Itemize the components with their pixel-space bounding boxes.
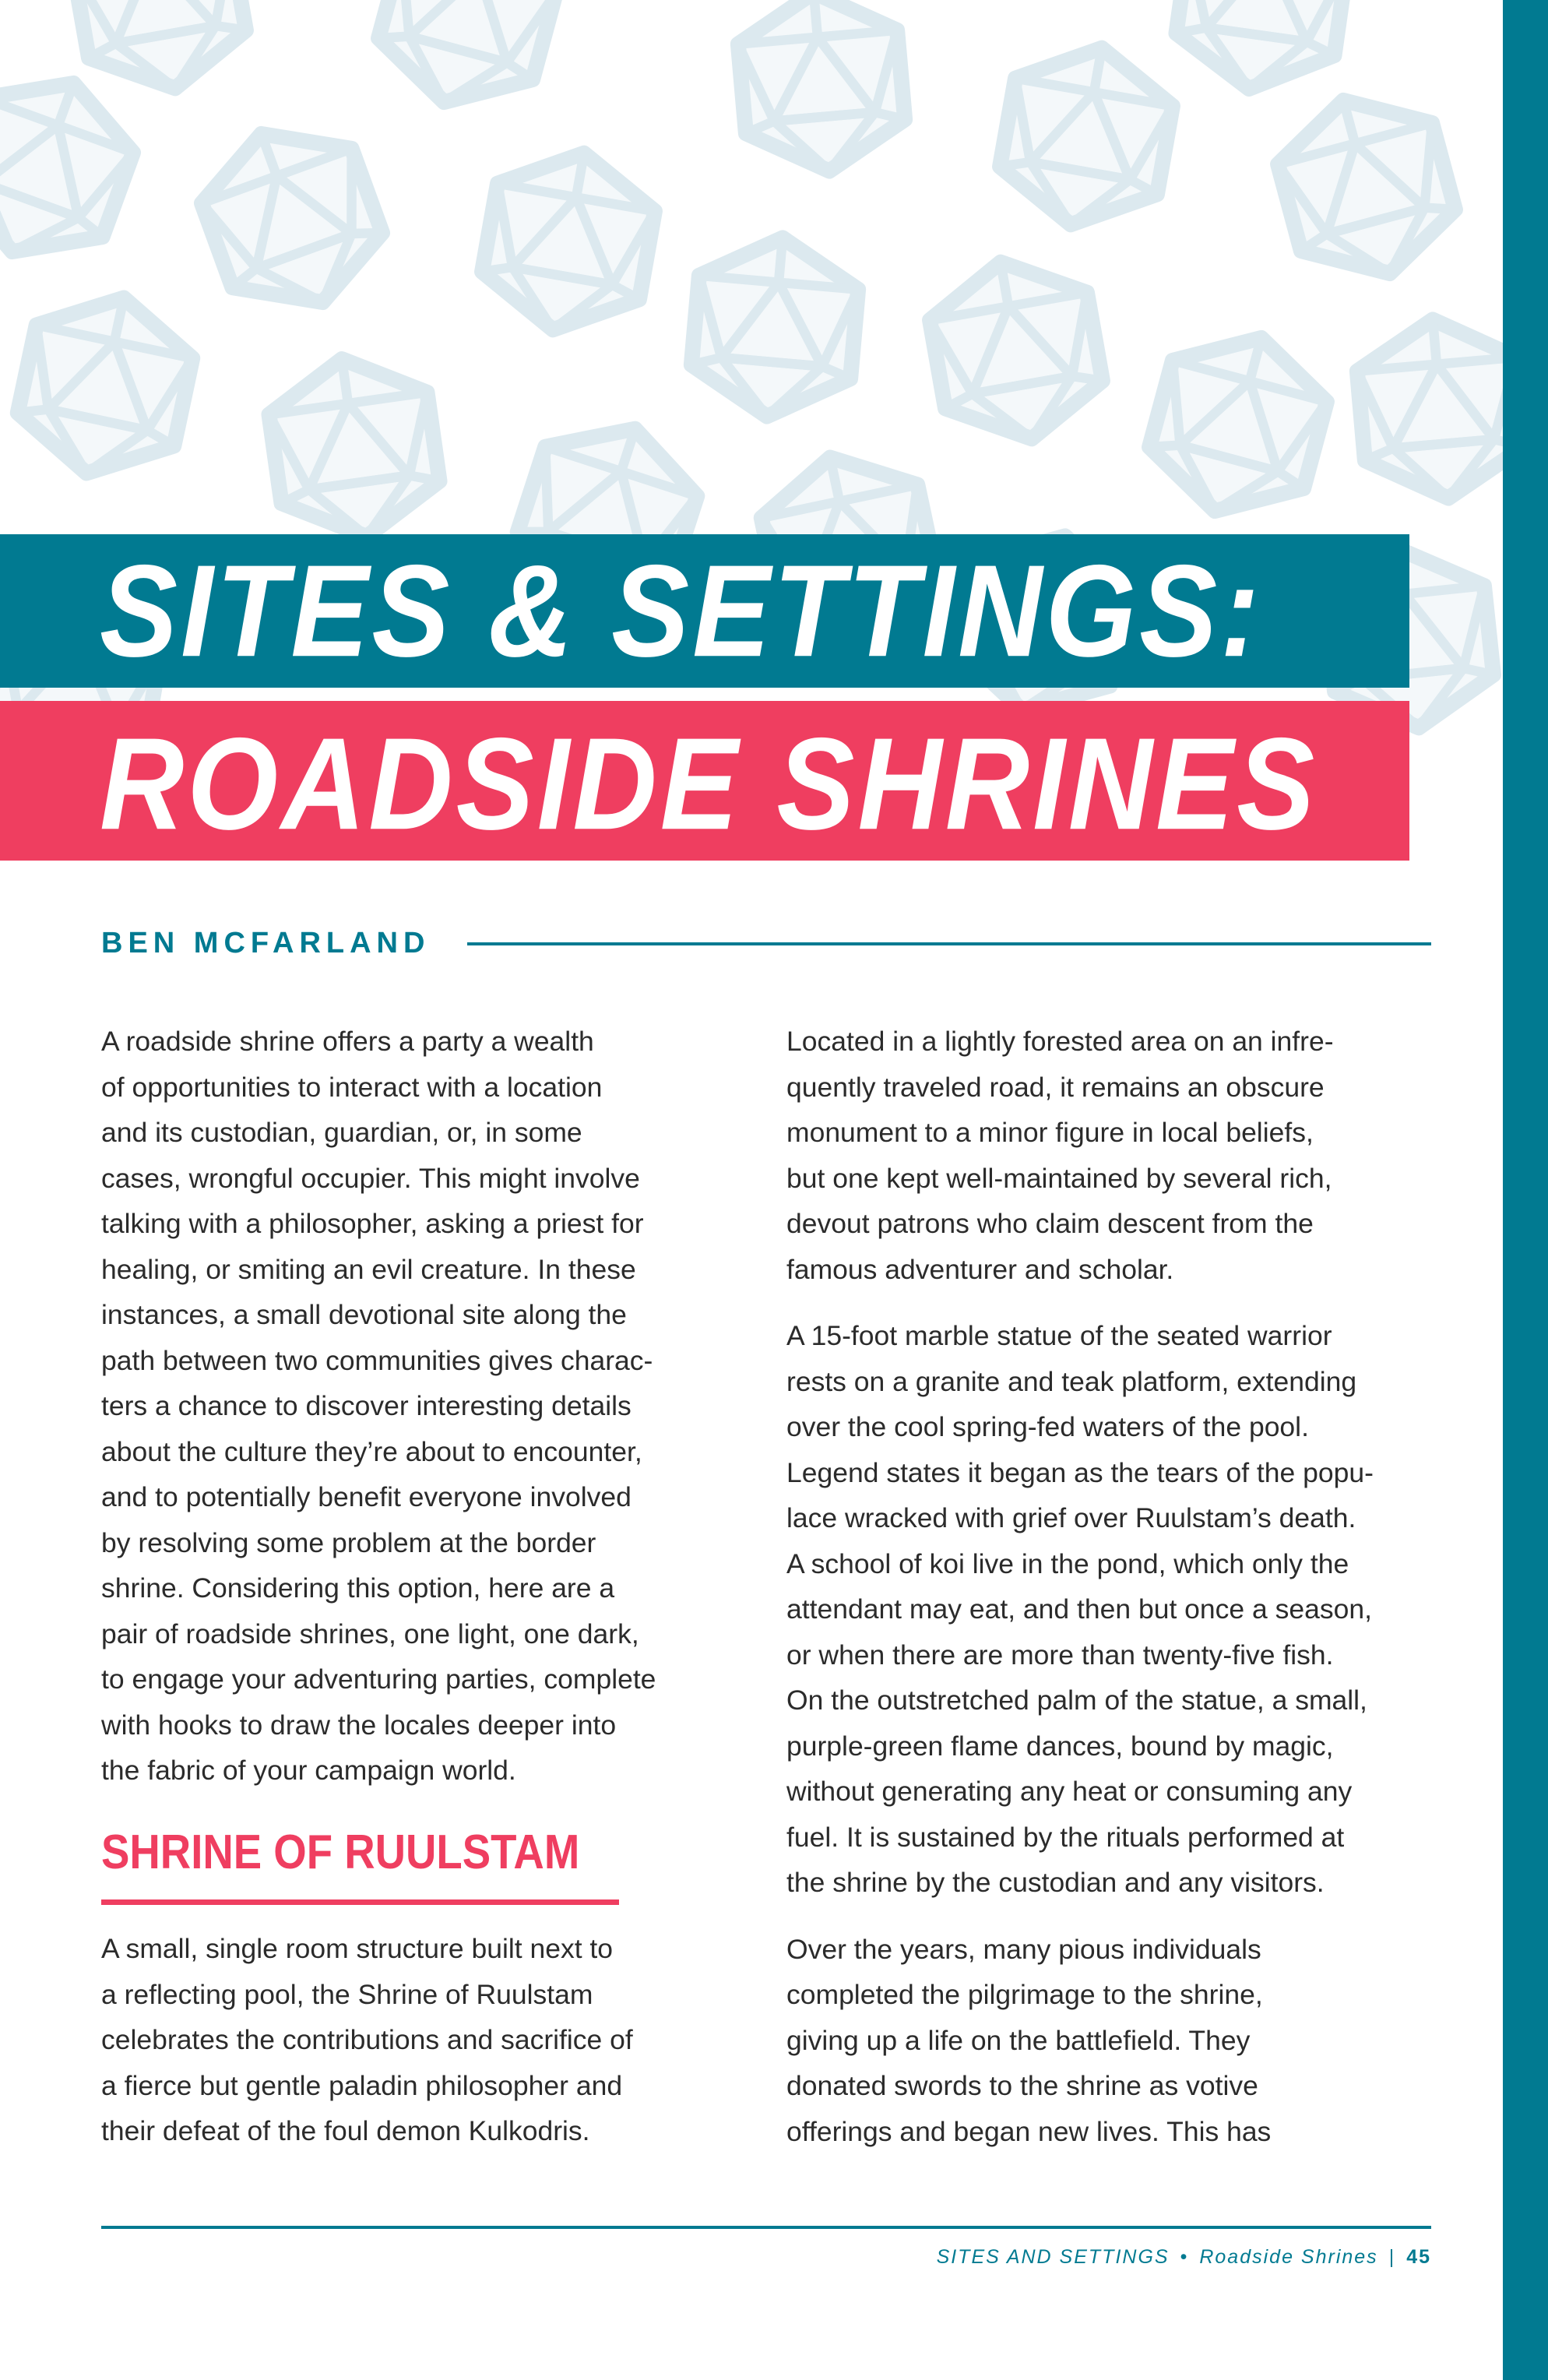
d20-die-icon: [0, 56, 149, 279]
text-line: monument to a minor figure in local beliefs,: [786, 1117, 1314, 1148]
d20-die-icon: [9, 281, 202, 490]
text-line: of opportunities to interact with a location: [101, 1071, 603, 1103]
d20-die-icon: [65, 0, 254, 102]
text-line: attendant may eat, and then but once a season,: [786, 1593, 1372, 1625]
d20-die-icon: [688, 231, 862, 424]
paragraph: [101, 1019, 748, 1794]
text-line: with hooks to draw the locales deeper into: [101, 1709, 617, 1741]
text-line: shrine. Considering this option, here are a: [101, 1572, 615, 1604]
title-line-1: SITES & SETTINGS:: [100, 537, 1263, 685]
text-line: completed the pilgrimage to the shrine,: [786, 1979, 1263, 2010]
text-line: cases, wrongful occupier. This might involve: [101, 1162, 640, 1194]
text-line: a reflecting pool, the Shrine of Ruulstam: [101, 1978, 593, 2010]
text-line: over the cool spring-fed waters of the pool.: [786, 1411, 1309, 1442]
text-line: or when there are more than twenty-five fish.: [786, 1639, 1334, 1671]
text-line: a fierce but gentle paladin philosopher and: [101, 2069, 623, 2101]
text-line: celebrates the contributions and sacrifice of: [101, 2024, 633, 2055]
text-line: their defeat of the foul demon Kulkodris.: [101, 2115, 590, 2146]
footer-divider: |: [1388, 2246, 1396, 2268]
title-band-teal: [0, 534, 1409, 688]
text-line: the shrine by the custodian and any visitors.: [786, 1867, 1325, 1898]
text-line: Legend states it began as the tears of the popu-: [786, 1456, 1374, 1488]
d20-die-icon: [262, 348, 445, 547]
text-line: healing, or smiting an evil creature. In these: [101, 1253, 636, 1285]
d20-die-icon: [1138, 317, 1339, 531]
author-rule: [467, 942, 1431, 945]
text-line: ters a chance to discover interesting details: [101, 1390, 632, 1421]
text-line: Over the years, many pious individuals: [786, 1933, 1261, 1965]
title-line-2: ROADSIDE SHRINES: [100, 709, 1318, 857]
text-line: On the outstretched palm of the statue, a small,: [786, 1685, 1367, 1716]
text-line: quently traveled road, it remains an obscure: [786, 1071, 1325, 1103]
text-line: by resolving some problem at the border: [101, 1526, 596, 1558]
text-line: pair of roadside shrines, one light, one dark,: [101, 1618, 639, 1649]
text-line: to engage your adventuring parties, complete: [101, 1664, 656, 1695]
text-line: the fabric of your campaign world.: [101, 1755, 516, 1786]
footer-article: Roadside Shrines: [1199, 2246, 1378, 2268]
d20-die-icon: [734, 0, 909, 178]
text-line: offerings and began new lives. This has: [786, 2115, 1272, 2147]
text-line: giving up a life on the battlefield. They: [786, 2024, 1251, 2056]
text-line: rests on a granite and teak platform, extending: [786, 1365, 1357, 1397]
text-line: famous adventurer and scholar.: [786, 1253, 1174, 1285]
text-line: devout patrons who claim descent from the: [786, 1208, 1314, 1239]
text-line: but one kept well-maintained by several rich,: [786, 1162, 1332, 1194]
section-heading: SHRINE OF RUULSTAM: [101, 1825, 580, 1879]
text-line: Located in a lightly forested area on an infre-: [786, 1026, 1334, 1057]
d20-die-icon: [1266, 79, 1467, 294]
page-edge-bar: [1503, 0, 1548, 2380]
running-footer: [937, 2246, 1431, 2269]
right-column: [786, 1019, 1433, 2175]
text-line: A 15-foot marble statue of the seated warrior: [786, 1320, 1332, 1351]
text-line: donated swords to the shrine as votive: [786, 2070, 1258, 2101]
text-line: fuel. It is sustained by the rituals performed at: [786, 1821, 1345, 1853]
left-column-section: [101, 1926, 748, 2175]
left-column: [101, 1019, 748, 1815]
d20-die-icon: [1353, 313, 1503, 505]
text-line: path between two communities gives charac-: [101, 1344, 653, 1376]
title-band-pink: [0, 701, 1409, 861]
text-line: purple-green flame dances, bound by magic,: [786, 1730, 1334, 1762]
text-line: lace wracked with grief over Ruulstam’s death.: [786, 1502, 1356, 1533]
text-line: A roadside shrine offers a party a wealth: [101, 1026, 594, 1057]
section-heading-underline: [101, 1899, 619, 1905]
d20-die-icon: [922, 248, 1110, 452]
text-line: instances, a small devotional site along the: [101, 1299, 627, 1330]
author-byline: BEN MCFARLAND: [101, 927, 431, 959]
text-line: A small, single room structure built next to: [101, 1933, 614, 1964]
text-line: and its custodian, guardian, or, in some: [101, 1117, 582, 1148]
paragraph: [786, 1019, 1433, 1292]
d20-die-icon: [186, 107, 397, 329]
text-line: without generating any heat or consuming any: [786, 1776, 1353, 1807]
footer-section: SITES AND SETTINGS: [936, 2246, 1170, 2268]
text-line: about the culture they’re about to encounter,: [101, 1435, 642, 1467]
text-line: talking with a philosopher, asking a priest for: [101, 1208, 644, 1239]
paragraph: [101, 1926, 748, 2154]
d20-die-icon: [1170, 0, 1353, 100]
page-number: 45: [1406, 2246, 1431, 2268]
paragraph: [786, 1313, 1433, 1906]
d20-die-icon: [474, 139, 663, 343]
footer-rule: [101, 2226, 1431, 2229]
paragraph: [786, 1927, 1433, 2155]
text-line: and to potentially benefit everyone involved: [101, 1481, 632, 1512]
footer-bullet: •: [1180, 2246, 1189, 2268]
d20-die-icon: [992, 34, 1180, 238]
text-line: A school of koi live in the pond, which only the: [786, 1547, 1349, 1579]
d20-die-icon: [367, 0, 568, 123]
